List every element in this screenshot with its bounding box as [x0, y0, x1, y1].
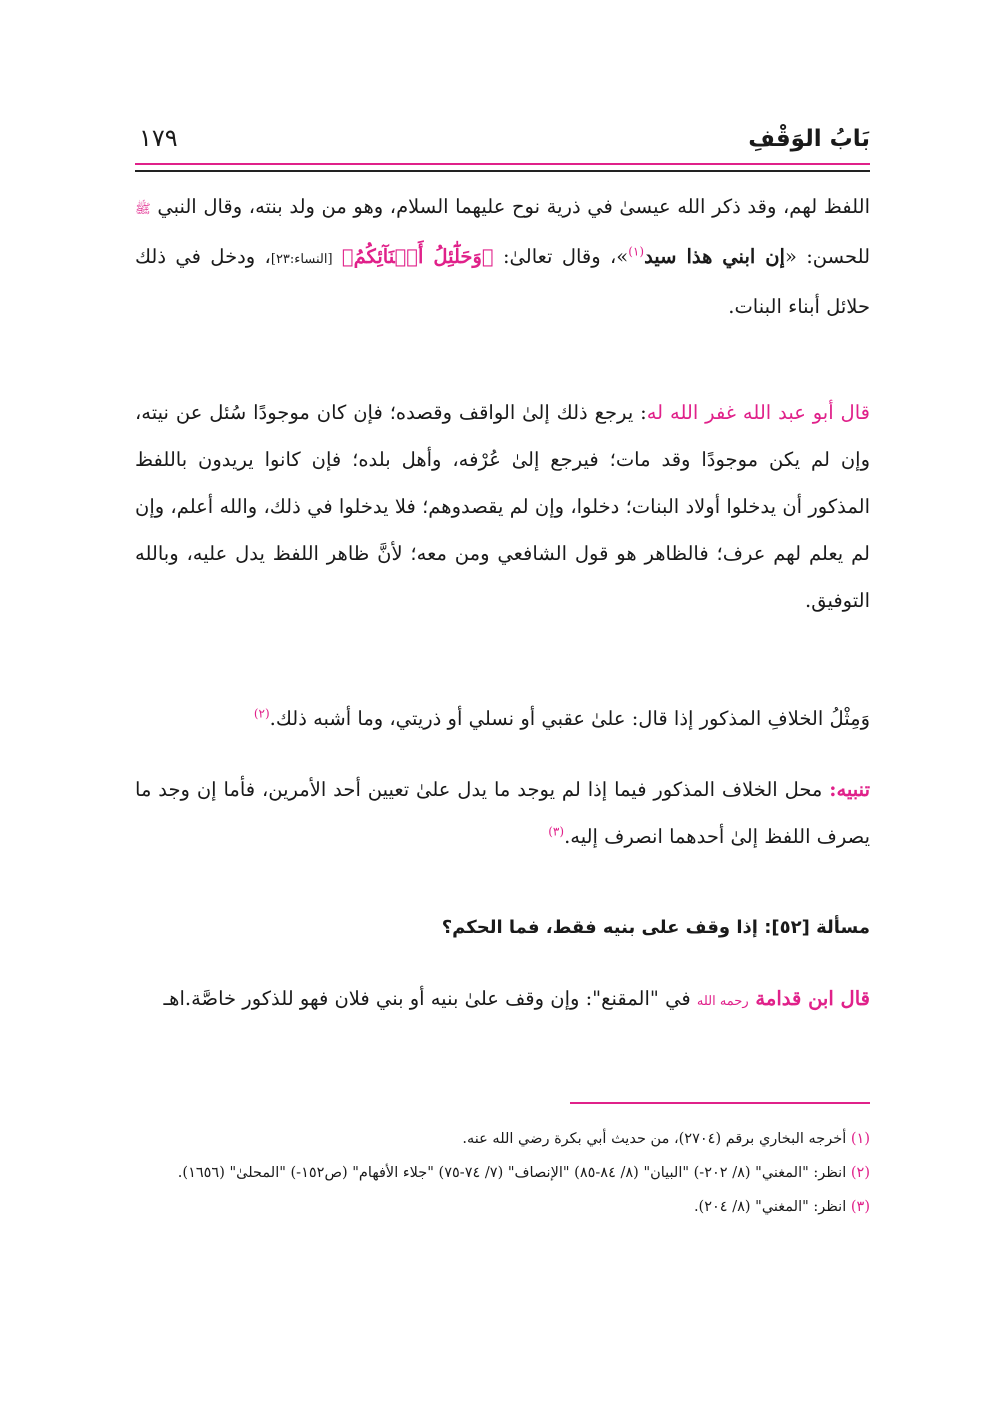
- footnote-ref-1[interactable]: (١): [628, 244, 645, 259]
- para1-line2c: »، وقال تعالىٰ:: [493, 245, 629, 268]
- paragraph-5: [135, 975, 870, 1025]
- footnote-text: أخرجه البخاري برقم (٢٧٠٤)، من حديث أبي بكرة رضي الله عنه.: [462, 1131, 851, 1147]
- quran-ayah: ﴿وَحَلَٰٓئِلُ أَبۡنَآئِكُمُ﴾: [341, 245, 494, 268]
- paragraph-2: [135, 389, 870, 624]
- paragraph-1: [135, 183, 870, 330]
- paragraph-4: [135, 766, 870, 860]
- para1-line2b: للحسن: «: [784, 245, 871, 268]
- hadith-text: إن ابني هذا سيد: [644, 245, 785, 268]
- para1-line2a: وقال النبي: [150, 195, 243, 218]
- footnote-text: انظر: "المغني" (٨/ ٢٠٤).: [693, 1199, 851, 1215]
- footnote-number: (٣): [850, 1199, 870, 1215]
- note-label: تنبيه:: [829, 778, 870, 801]
- page-number: ١٧٩: [139, 124, 178, 152]
- para1-line1: اللفظ لهم، وقد ذكر الله عيسىٰ في ذرية نوح عليهما السلام، وهو من ولد بنته،: [248, 195, 870, 218]
- honorific: رحمه الله: [696, 994, 749, 1009]
- paragraph-3: [135, 695, 870, 742]
- para2-text: : يرجع ذلك إلىٰ الواقف وقصده؛ فإن كان موجودًا سُئل عن نيته، وإن لم يكن موجودًا وقد مات؛ فيرجع إلىٰ عُرْفه، وأهل بلده؛ فإن كانوا يريدون باللفظ المذكور أن يدخلوا أولاد البنات؛ دخلوا، وإن لم يقصدوهم؛ فلا يدخلوا في ذلك، والله أعلم، وإن لم يعلم لهم عرف؛ فالظاهر هو قول الشافعي ومن معه؛ لأنَّ ظاهر اللفظ يدل عليه، وبالله التوفيق.: [135, 401, 870, 612]
- question-label: مسألة [٥٢]:: [764, 917, 870, 938]
- ayah-reference: [النساء:٢٣]: [270, 252, 333, 267]
- footnote-3: [135, 1193, 870, 1221]
- footnote-1: [135, 1125, 870, 1153]
- chapter-title: بَابُ الوَقْفِ: [748, 126, 870, 152]
- header-rule-black: [135, 170, 870, 172]
- para1-line3: ، ودخل في ذلك حلائل أبناء البنات.: [135, 245, 870, 318]
- footnote-text: انظر: "المغني" (٨/ ٢٠٢-) "البيان" (٨/ ٨٤-٨٥) "الإنصاف" (٧/ ٧٤-٧٥) "جلاء الأفهام" (ص١٥٢-) "المحلىٰ" (١٦٥٦).: [177, 1165, 851, 1181]
- footnote-number: (١): [850, 1131, 870, 1147]
- author-speaker: قال أبو عبد الله غفر الله له: [646, 401, 870, 424]
- footnote-ref-2[interactable]: (٢): [253, 706, 270, 721]
- para3-text: وَمِثْلُ الخلافِ المذكور إذا قال: علىٰ عقبي أو نسلي أو ذريتي، وما أشبه ذلك.: [269, 707, 870, 730]
- salawat-glyph: ﷺ: [135, 202, 151, 217]
- page-header: [135, 118, 870, 160]
- footnote-ref-3[interactable]: (٣): [548, 824, 565, 839]
- question-text: إذا وقف على بنيه فقط، فما الحكم؟: [441, 917, 765, 938]
- footnote-number: (٢): [850, 1165, 870, 1181]
- footnote-2: [135, 1159, 870, 1187]
- para4-text: محل الخلاف المذكور فيما إذا لم يوجد ما يدل علىٰ تعيين أحد الأمرين، فأما إن وجد ما يصرف اللفظ إلىٰ أحدهما انصرف إليه.: [135, 778, 870, 848]
- footnote-divider: [570, 1102, 870, 1104]
- header-rule-pink: [135, 163, 870, 165]
- question-heading: [135, 917, 870, 938]
- para5-text: في "المقنع": وإن وقف علىٰ بنيه أو بني فلان فهو للذكور خاصَّة.اهـ: [163, 987, 697, 1010]
- ibn-qudama-speaker: قال ابن قدامة: [748, 987, 870, 1010]
- footnotes: [135, 1125, 870, 1227]
